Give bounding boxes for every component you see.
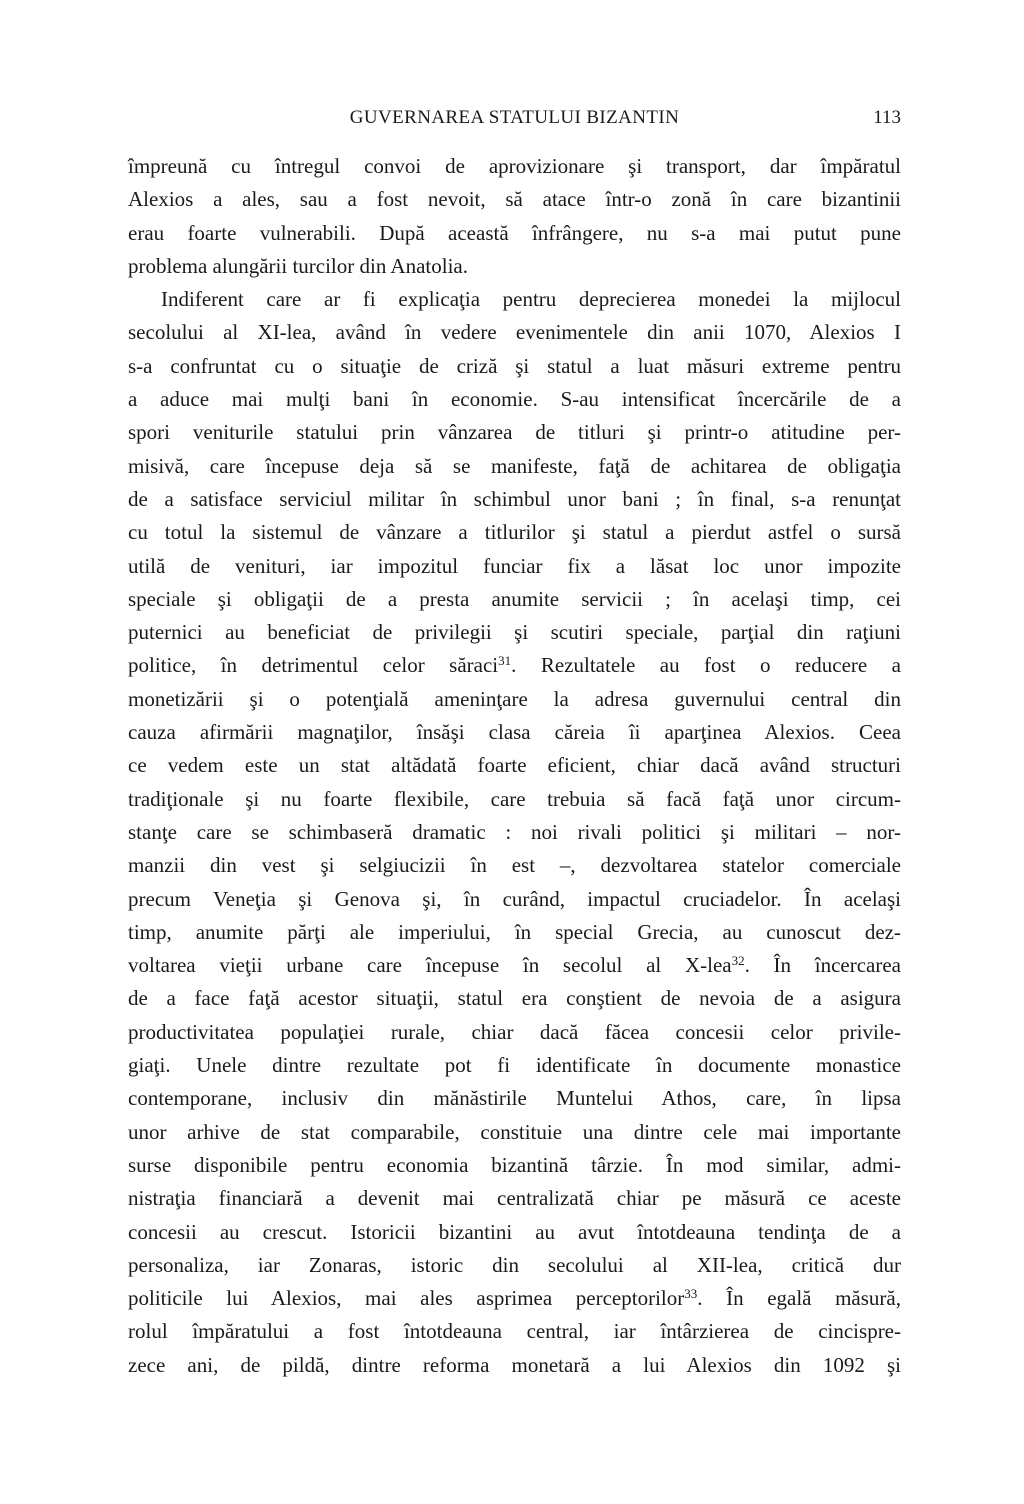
text-line: nistraţia financiară a devenit mai centralizată chiar pe măsură ce aceste	[128, 1186, 901, 1211]
text-line: speciale şi obligaţii de a presta anumite servicii ; în acelaşi timp, cei	[128, 586, 901, 611]
text-line: utilă de venituri, iar impozitul funciar fix a lăsat loc unor impozite	[128, 553, 901, 578]
text-block	[128, 150, 901, 1382]
text-line: stanţe care se schimbaseră dramatic : noi rivali politici şi militari – nor-	[128, 819, 901, 844]
paragraph	[128, 150, 901, 283]
text-line: zece ani, de pildă, dintre reforma monetară a lui Alexios din 1092 şi	[128, 1352, 901, 1377]
text-line: politice, în detrimentul celor săraci$^{31}$. Rezultatele au fost o reducere a	[128, 653, 901, 678]
footnote-ref: 31	[498, 653, 512, 669]
text-line: tradiţionale şi nu foarte flexibile, care trebuia să facă faţă unor circum-	[128, 786, 901, 811]
page-number: 113	[873, 107, 901, 128]
text-line: puternici au beneficiat de privilegii şi scutiri speciale, parţial din raţiuni	[128, 620, 901, 645]
text-line: de a face faţă acestor situaţii, statul era conştient de nevoia de a asigura	[128, 986, 901, 1011]
footnote-ref: 32	[731, 953, 745, 969]
text-line: rolul împăratului a fost întotdeauna central, iar întârzierea de cincispre-	[128, 1319, 901, 1344]
text-line: spori veniturile statului prin vânzarea de titluri şi printr-o atitudine per-	[128, 420, 901, 445]
text-line: voltarea vieţii urbane care începuse în secolul al X-lea$^{32}$. În încercarea	[128, 953, 901, 978]
text-line: a aduce mai mulţi bani în economie. S-au intensificat încercările de a	[128, 387, 901, 412]
text-line: timp, anumite părţi ale imperiului, în special Grecia, au cunoscut dez-	[128, 919, 901, 944]
text-line: surse disponibile pentru economia bizantină târzie. În mod similar, admi-	[128, 1152, 901, 1177]
text-line: secolului al XI-lea, având în vedere evenimentele din anii 1070, Alexios I	[128, 320, 901, 345]
text-line: precum Veneţia şi Genova şi, în curând, impactul cruciadelor. În acelaşi	[128, 886, 901, 911]
page-header	[128, 106, 901, 132]
footnote-ref: 33	[684, 1286, 698, 1302]
text-line: erau foarte vulnerabili. După această înfrângere, nu s-a mai putut pune	[128, 220, 901, 245]
text-line: problema alungării turcilor din Anatolia.	[128, 253, 468, 278]
text-line: politicile lui Alexios, mai ales asprimea perceptorilor$^{33}$. În egală măsură,	[128, 1286, 901, 1311]
text-line: ce vedem este un stat altădată foarte eficient, chiar dacă având structuri	[128, 753, 901, 778]
text-line: misivă, care începuse deja să se manifeste, faţă de achitarea de obligaţia	[128, 453, 901, 478]
text-line: de a satisface serviciul militar în schimbul unor bani ; în final, s-a renunţat	[128, 486, 901, 511]
text-line: cauza afirmării magnaţilor, însăşi clasa căreia îi aparţinea Alexios. Ceea	[128, 720, 901, 745]
text-line: productivitatea populaţiei rurale, chiar dacă făcea concesii celor privile-	[128, 1019, 901, 1044]
text-line: contemporane, inclusiv din mănăstirile Muntelui Athos, care, în lipsa	[128, 1086, 901, 1111]
text-line: împreună cu întregul convoi de aprovizionare şi transport, dar împăratul	[128, 154, 901, 178]
text-line: personaliza, iar Zonaras, istoric din secolului al XII-lea, critică dur	[128, 1252, 901, 1277]
text-line: Indiferent care ar fi explicaţia pentru deprecierea monedei la mijlocul	[161, 287, 901, 312]
text-line: s-a confruntat cu o situaţie de criză şi statul a luat măsuri extreme pentru	[128, 353, 901, 378]
text-line: Alexios a ales, sau a fost nevoit, să atace într-o zonă în care bizantinii	[128, 187, 901, 212]
text-line: manzii din vest şi selgiucizii în est –, dezvoltarea statelor comerciale	[128, 853, 901, 878]
running-title: GUVERNAREA STATULUI BIZANTIN	[349, 107, 680, 128]
text-line: unor arhive de stat comparabile, constituie una dintre cele mai importante	[128, 1119, 901, 1144]
text-line: cu totul la sistemul de vânzare a titlurilor şi statul a pierdut astfel o sursă	[128, 520, 901, 545]
text-line: concesii au crescut. Istoricii bizantini au avut întotdeauna tendinţa de a	[128, 1219, 901, 1244]
text-line: giaţi. Unele dintre rezultate pot fi identificate în documente monastice	[128, 1053, 901, 1078]
paragraph	[128, 283, 901, 1382]
text-line: monetizării şi o potenţială ameninţare la adresa guvernului central din	[128, 686, 901, 711]
